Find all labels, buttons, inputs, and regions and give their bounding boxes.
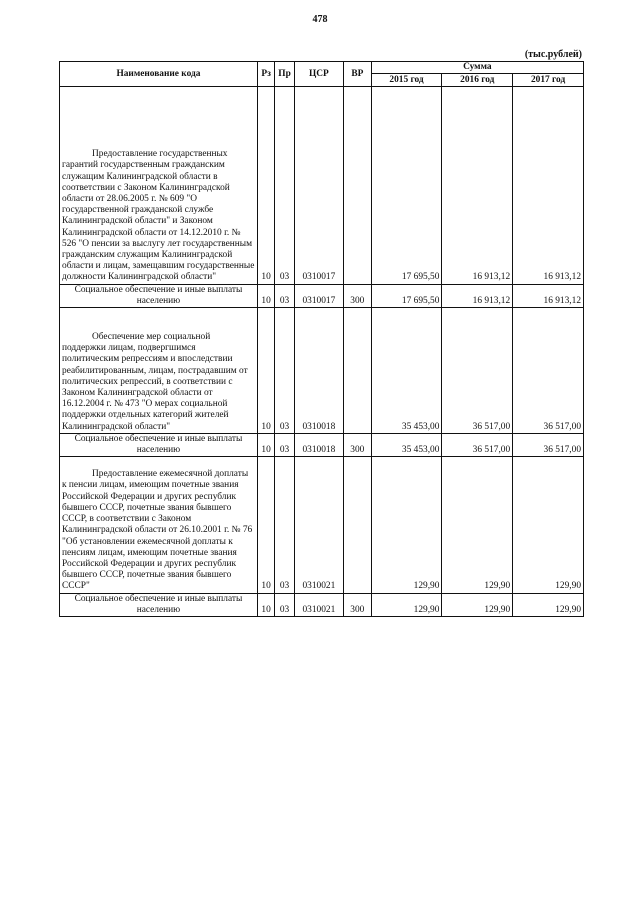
- row-sum-2017: 129,90: [513, 457, 584, 593]
- row-name: Предоставление государственных гарантий государственным гражданским служащим Калининградской области в соответствии с Законом Калининградской области от 28.06.2005 г. № 609 "О государственной гражданской службе Калининградской области" и Законом Калининградской области от 14.12.2010 г. № 526 "О пенсии за выслугу лет государственным гражданским служащим Калининградской области и лицам, замещавшим государственные должности Калининградской области": [60, 87, 258, 284]
- header-rz: Рз: [257, 62, 274, 87]
- table-row: [60, 593, 584, 616]
- row-name: Обеспечение мер социальной поддержки лицам, подвергшимся политическим репрессиям и впоследствии реабилитированным, лицам, пострадавшим от политических репрессий, в соответствии с Законом Калининградской области от 16.12.2004 г. № 473 "О мерах социальной поддержки отдельных категорий жителей Калининградской области": [60, 308, 258, 434]
- row-rz: 10: [257, 593, 274, 616]
- row-rz: 10: [257, 284, 274, 307]
- row-rz: 10: [257, 87, 274, 284]
- header-year-2015: 2015 год: [371, 74, 442, 87]
- row-sum-2015: 129,90: [371, 457, 442, 593]
- header-csr: ЦСР: [294, 62, 343, 87]
- header-vr: ВР: [343, 62, 371, 87]
- header-pr: Пр: [275, 62, 294, 87]
- row-vr: 300: [343, 593, 371, 616]
- row-sum-2016: 129,90: [442, 457, 513, 593]
- row-sum-2016: 16 913,12: [442, 284, 513, 307]
- row-rz: 10: [257, 457, 274, 593]
- table-row: [60, 87, 584, 284]
- row-sum-2015: 17 695,50: [371, 87, 442, 284]
- row-vr: 300: [343, 284, 371, 307]
- row-sum-2017: 16 913,12: [513, 87, 584, 284]
- row-name: Социальное обеспечение и иные выплаты населению: [60, 593, 258, 616]
- units-label: (тыс.рублей): [524, 49, 582, 60]
- row-name: Социальное обеспечение и иные выплаты населению: [60, 433, 258, 456]
- row-csr: 0310021: [294, 457, 343, 593]
- row-csr: 0310021: [294, 593, 343, 616]
- table-row: [60, 457, 584, 593]
- row-sum-2017: 36 517,00: [513, 308, 584, 434]
- row-sum-2016: 36 517,00: [442, 308, 513, 434]
- row-vr: [343, 457, 371, 593]
- header-year-2016: 2016 год: [442, 74, 513, 87]
- row-pr: 03: [275, 308, 294, 434]
- row-sum-2017: 16 913,12: [513, 284, 584, 307]
- row-sum-2016: 36 517,00: [442, 433, 513, 456]
- table-row: [60, 308, 584, 434]
- header-name: Наименование кода: [60, 62, 258, 87]
- row-rz: 10: [257, 308, 274, 434]
- header-year-2017: 2017 год: [513, 74, 584, 87]
- row-csr: 0310018: [294, 308, 343, 434]
- row-sum-2017: 36 517,00: [513, 433, 584, 456]
- budget-table: [59, 61, 584, 617]
- row-pr: 03: [275, 457, 294, 593]
- row-sum-2015: 129,90: [371, 593, 442, 616]
- page-number: 478: [312, 14, 328, 25]
- row-vr: [343, 308, 371, 434]
- row-sum-2015: 35 453,00: [371, 308, 442, 434]
- row-pr: 03: [275, 593, 294, 616]
- header-sum: Сумма: [371, 62, 583, 74]
- row-rz: 10: [257, 433, 274, 456]
- row-pr: 03: [275, 284, 294, 307]
- row-pr: 03: [275, 87, 294, 284]
- row-csr: 0310017: [294, 284, 343, 307]
- row-sum-2016: 129,90: [442, 593, 513, 616]
- row-sum-2015: 17 695,50: [371, 284, 442, 307]
- row-sum-2016: 16 913,12: [442, 87, 513, 284]
- row-name: Социальное обеспечение и иные выплаты населению: [60, 284, 258, 307]
- row-sum-2015: 35 453,00: [371, 433, 442, 456]
- row-csr: 0310017: [294, 87, 343, 284]
- table-row: [60, 284, 584, 307]
- row-name: Предоставление ежемесячной доплаты к пенсии лицам, имеющим почетные звания Российской Федерации и других республик бывшего СССР, почетные звания бывшего СССР, в соответствии с Законом Калининградской области от 26.10.2001 г. № 76 "Об установлении ежемесячной доплаты к пенсиям лицам, имеющим почетные звания Российской Федерации и других республик бывшего СССР, почетные звания бывшего СССР": [60, 457, 258, 593]
- table-header: [60, 62, 584, 87]
- table-row: [60, 433, 584, 456]
- row-sum-2017: 129,90: [513, 593, 584, 616]
- row-vr: 300: [343, 433, 371, 456]
- table-body: [60, 87, 584, 617]
- row-pr: 03: [275, 433, 294, 456]
- row-csr: 0310018: [294, 433, 343, 456]
- row-vr: [343, 87, 371, 284]
